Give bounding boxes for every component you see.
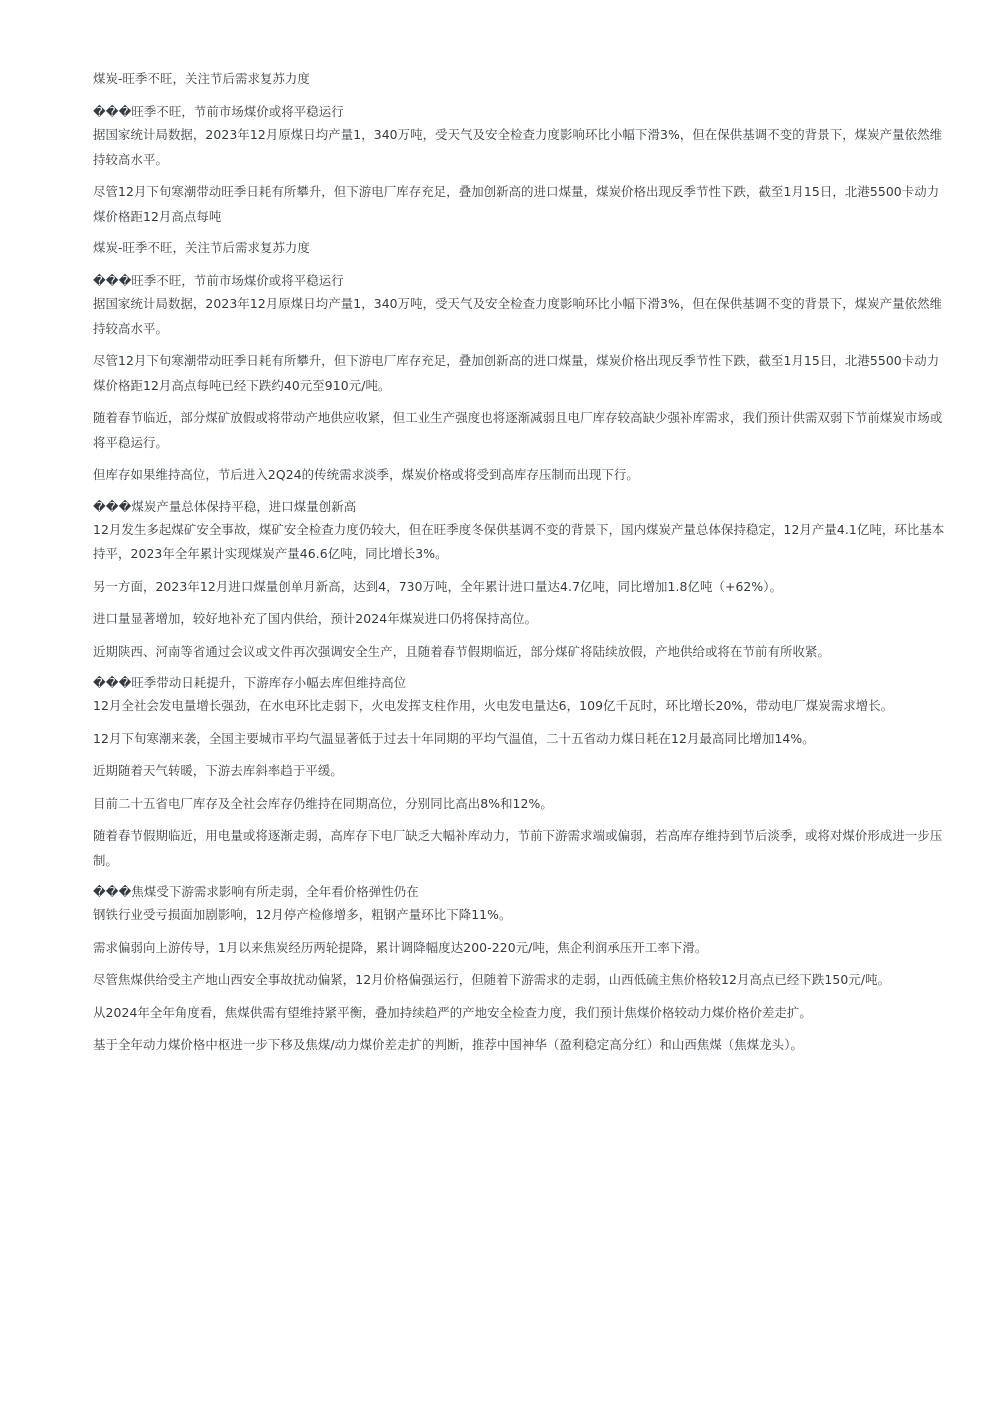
paragraph: 但库存如果维持高位，节后进入2Q24的传统需求淡季，煤炭价格或将受到高库存压制而出现下行。: [93, 467, 639, 482]
paragraph: 钢铁行业受亏损面加剧影响，12月停产检修增多，粗钢产量环比下降11%。: [93, 907, 512, 922]
paragraph: 近期随着天气转暖，下游去库斜率趋于平缓。: [93, 763, 343, 778]
paragraph: 12月全社会发电量增长强劲，在水电环比走弱下，火电发挥支柱作用，火电发电量达6，109亿千瓦时，环比增长20%，带动电厂煤炭需求增长。: [93, 698, 894, 713]
paragraph: 据国家统计局数据，2023年12月原煤日均产量1，340万吨，受天气及安全检查力度影响环比小幅下滑3%，但在保供基调不变的背景下，煤炭产量依然维持较高水平。: [93, 296, 943, 336]
section-heading: ���旺季不旺，节前市场煤价或将平稳运行: [93, 104, 344, 119]
paragraph: 12月发生多起煤矿安全事故，煤矿安全检查力度仍较大，但在旺季度冬保供基调不变的背景下，国内煤炭产量总体保持稳定，12月产量4.1亿吨，环比基本持平，2023年全年累计实现煤炭产量46.6亿吨，同比增长3%。: [93, 521, 945, 561]
section-heading: ���煤炭产量总体保持平稳，进口煤量创新高: [93, 498, 357, 514]
paragraph: 从2024年全年角度看，焦煤供需有望维持紧平衡，叠加持续趋严的产地安全检查力度，我们预计焦煤价格较动力煤价格价差走扩。: [93, 1004, 812, 1020]
document-title: 煤炭-旺季不旺，关注节后需求复苏力度: [93, 240, 310, 255]
paragraph: 目前二十五省电厂库存及全社会库存仍维持在同期高位，分别同比高出8%和12%。: [93, 795, 553, 811]
paragraph: 尽管12月下旬寒潮带动旺季日耗有所攀升，但下游电厂库存充足，叠加创新高的进口煤量，煤炭价格出现反季节性下跌，截至1月15日，北港5500卡动力煤价格距12月高点每吨已经下跌约40元至910元/吨。: [93, 353, 940, 393]
paragraph: 近期陕西、河南等省通过会议或文件再次强调安全生产，且随着春节假期临近，部分煤矿将陆续放假，产地供给或将在节前有所收紧。: [93, 643, 830, 659]
paragraph: 随着春节临近，部分煤矿放假或将带动产地供应收紧，但工业生产强度也将逐渐减弱且电厂库存较高缺少强补库需求，我们预计供需双弱下节前煤炭市场或将平稳运行。: [93, 410, 943, 450]
section-heading: ���焦煤受下游需求影响有所走弱，全年看价格弹性仍在: [93, 884, 419, 899]
paragraph: 另一方面，2023年12月进口煤量创单月新高，达到4，730万吨，全年累计进口量达4.7亿吨，同比增加1.8亿吨（+62%）。: [93, 578, 783, 594]
paragraph: 随着春节假期临近，用电量或将逐渐走弱，高库存下电厂缺乏大幅补库动力，节前下游需求端或偏弱，若高库存维持到节后淡季，或将对煤价形成进一步压制。: [93, 828, 943, 868]
paragraph: 尽管12月下旬寒潮带动旺季日耗有所攀升，但下游电厂库存充足，叠加创新高的进口煤量，煤炭价格出现反季节性下跌，截至1月15日，北港5500卡动力煤价格距12月高点每吨: [93, 184, 940, 224]
document-body: [93, 68, 945, 1066]
paragraph: 据国家统计局数据，2023年12月原煤日均产量1，340万吨，受天气及安全检查力度影响环比小幅下滑3%，但在保供基调不变的背景下，煤炭产量依然维持较高水平。: [93, 127, 943, 167]
paragraph: 尽管焦煤供给受主产地山西安全事故扰动偏紧，12月价格偏强运行，但随着下游需求的走弱，山西低硫主焦价格较12月高点已经下跌150元/吨。: [93, 972, 891, 987]
paragraph: 基于全年动力煤价格中枢进一步下移及焦煤/动力煤价差走扩的判断，推荐中国神华（盈利稳定高分红）和山西焦煤（焦煤龙头）。: [93, 1037, 804, 1052]
paragraph: 12月下旬寒潮来袭，全国主要城市平均气温显著低于过去十年同期的平均气温值，二十五省动力煤日耗在12月最高同比增加14%。: [93, 730, 815, 746]
document-title: 煤炭-旺季不旺，关注节后需求复苏力度: [93, 71, 310, 86]
paragraph: 进口量显著增加，较好地补充了国内供给，预计2024年煤炭进口仍将保持高位。: [93, 611, 538, 626]
section-heading: ���旺季不旺，节前市场煤价或将平稳运行: [93, 273, 344, 288]
section-heading: ���旺季带动日耗提升，下游库存小幅去库但维持高位: [93, 675, 407, 690]
paragraph: 需求偏弱向上游传导，1月以来焦炭经历两轮提降，累计调降幅度达200-220元/吨，焦企利润承压开工率下滑。: [93, 939, 708, 955]
